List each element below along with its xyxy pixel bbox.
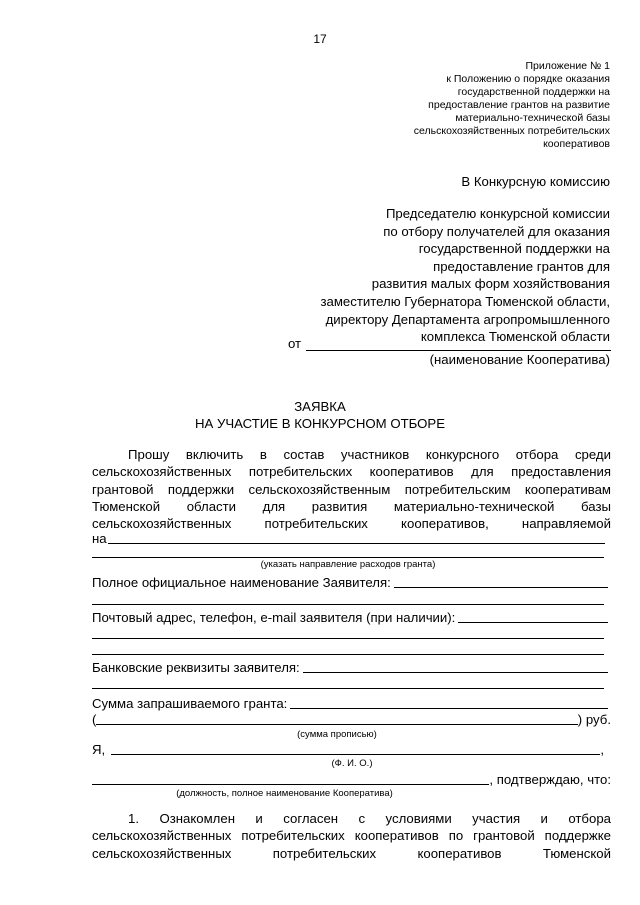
full-name-field-line-2[interactable] — [92, 604, 604, 605]
bank-row — [92, 659, 611, 676]
appendix-line: государственной поддержки на — [457, 86, 610, 98]
bank-label: Банковские реквизиты заявителя: — [92, 660, 300, 675]
full-name-field[interactable] — [394, 574, 608, 588]
amount-row — [92, 695, 611, 712]
appendix-line: сельскохозяйственных потребительских — [413, 125, 610, 137]
document-title: ЗАЯВКА — [294, 399, 346, 414]
position-hint: (должность, полное наименование Кооператива) — [176, 788, 393, 799]
amount-field[interactable] — [290, 695, 608, 709]
postal-row — [92, 609, 611, 626]
fio-field[interactable] — [111, 741, 600, 755]
ya-label: Я, — [92, 742, 106, 757]
chairman-addressee — [320, 205, 610, 346]
appendix-line: к Положению о порядке оказания — [446, 73, 610, 85]
amount-currency-label: ) руб. — [577, 712, 611, 727]
direction-field[interactable] — [108, 530, 605, 544]
addressee-line: Председателю конкурсной комиссии — [385, 206, 610, 221]
amount-words-row — [92, 711, 611, 728]
bank-details-field[interactable] — [303, 659, 608, 673]
full-name-row — [92, 574, 611, 591]
addressee-line: по отбору получателей для оказания — [383, 223, 610, 239]
amount-open-paren: ( — [92, 712, 97, 727]
postal-label: Почтовый адрес, телефон, e-mail заявителя (при наличии): — [92, 610, 456, 625]
appendix-line: материально-технической базы — [455, 112, 610, 124]
direction-field-line-2[interactable] — [92, 557, 604, 558]
addressee-line: развития малых форм хозяйствования — [371, 276, 610, 292]
addressee-line: государственной поддержки на — [418, 241, 610, 257]
postal-field[interactable] — [458, 609, 608, 623]
appendix-line: кооперативов — [543, 138, 610, 150]
addressee-line: директору Департамента агропромышленного — [325, 311, 610, 327]
direction-row — [92, 530, 611, 547]
position-field[interactable] — [92, 771, 489, 785]
item-1-paragraph: 1. Ознакомлен и согласен с условиями участия и отбора сельскохозяйственных потребительских кооперативов по грантовой поддержке сельскохозяйственных потребительских кооперативов Тюменской — [92, 811, 611, 861]
amount-hint: (сумма прописью) — [297, 729, 377, 740]
full-name-label: Полное официальное наименование Заявителя: — [92, 575, 391, 590]
amount-label: Сумма запрашиваемого гранта: — [92, 696, 288, 711]
appendix-note — [414, 60, 610, 151]
amount-in-words-field[interactable] — [96, 711, 577, 725]
postal-field-line-2[interactable] — [92, 638, 604, 639]
ya-comma: , — [600, 742, 604, 757]
bank-details-field-line-2[interactable] — [92, 688, 604, 689]
document-subtitle: НА УЧАСТИЕ В КОНКУРСНОМ ОТБОРЕ — [195, 416, 445, 431]
position-row — [92, 771, 611, 788]
appendix-line: предоставление грантов на развитие — [428, 99, 610, 111]
from-label: от — [288, 336, 302, 351]
page-number: 17 — [313, 32, 327, 46]
appendix-line: Приложение № 1 — [525, 60, 610, 72]
addressee-line: предоставление грантов для — [433, 258, 610, 274]
cooperative-name-hint: (наименование Кооператива) — [429, 352, 610, 367]
commission-addressee: В Конкурсную комиссию — [461, 174, 610, 189]
postal-field-line-3[interactable] — [92, 654, 604, 655]
request-paragraph: Прошу включить в состав участников конкурсного отбора среди сельскохозяйственных потребительских кооперативов для предоставления грантовой поддержки сельскохозяйственным потребительским кооперативам Тюменской области для развития материально-технической базы сельскохозяйственных потребительских кооперативов, направляемой — [92, 447, 611, 532]
addressee-line: комплекса Тюменской области — [420, 329, 610, 345]
ya-row — [92, 741, 611, 758]
addressee-line: заместителю Губернатора Тюменской области, — [320, 293, 610, 309]
direction-hint: (указать направление расходов гранта) — [260, 559, 436, 570]
na-label: на — [92, 531, 107, 546]
confirm-label: , подтверждаю, что: — [489, 772, 611, 787]
fio-hint: (Ф. И. О.) — [331, 758, 373, 769]
